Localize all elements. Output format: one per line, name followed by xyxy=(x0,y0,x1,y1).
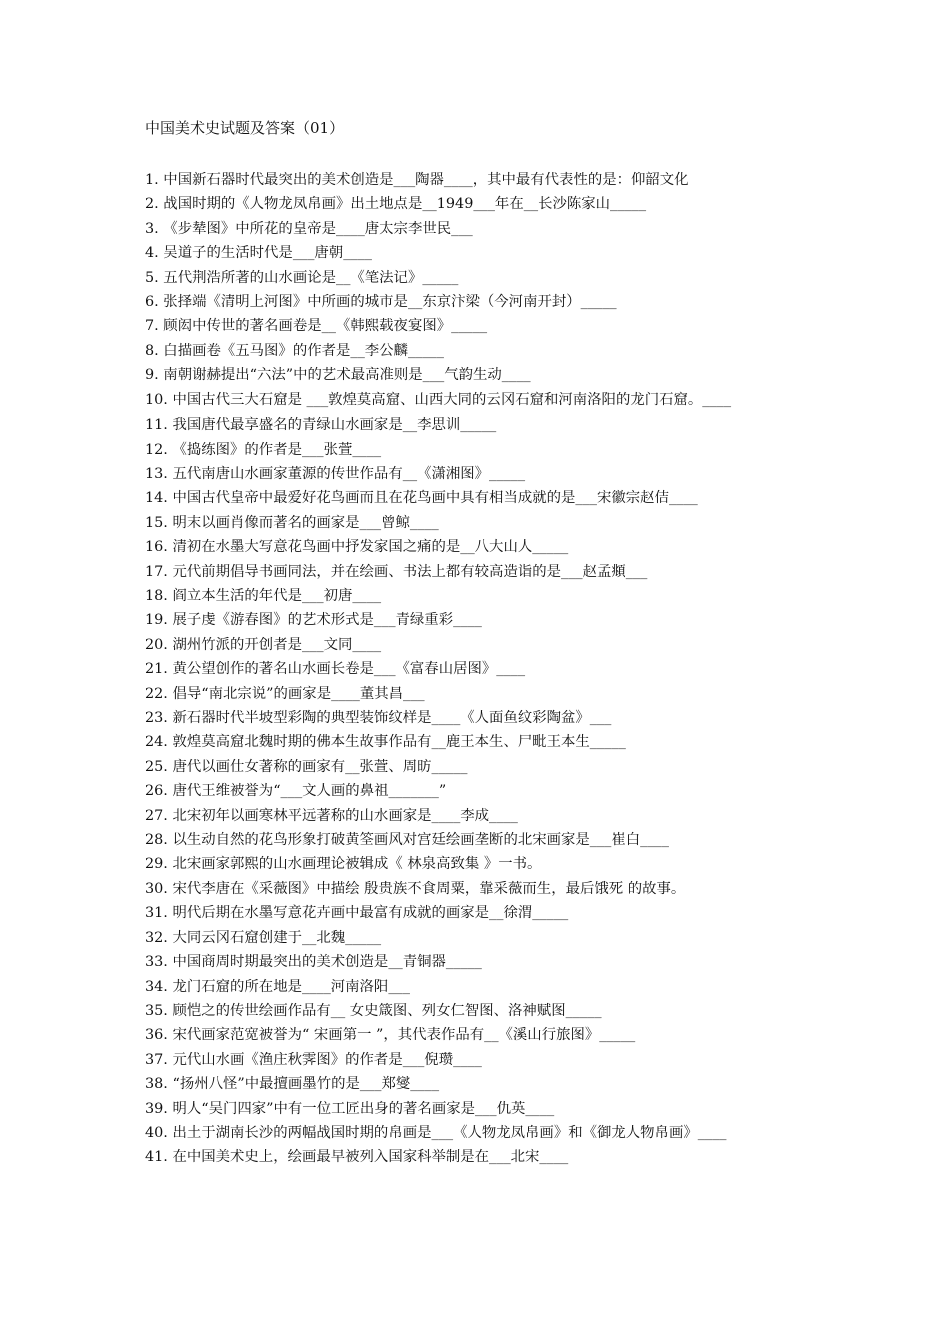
question-item: 34. 龙门石窟的所在地是____河南洛阳___ xyxy=(145,978,410,995)
question-item: 33. 中国商周时期最突出的美术创造是__青铜器_____ xyxy=(145,954,482,971)
question-item: 16. 清初在水墨大写意花鸟画中抒发家国之痛的是__八大山人_____ xyxy=(145,539,569,556)
question-item: 39. 明人“吴门四家”中有一位工匠出身的著名画家是___仇英____ xyxy=(145,1100,555,1117)
question-item: 21. 黄公望创作的著名山水画长卷是___《富春山居图》____ xyxy=(145,661,526,678)
question-item: 8. 白描画卷《五马图》的作者是__李公麟_____ xyxy=(145,342,444,359)
question-item: 30. 宋代李唐在《采薇图》中描绘 殷贵族不食周粟，靠采薇而生，最后饿死 的故事。 xyxy=(145,880,686,897)
question-item: 10. 中国古代三大石窟是 ___敦煌莫高窟、山西大同的云冈石窟和河南洛阳的龙门石窟。____ xyxy=(145,391,732,408)
question-item: 2. 战国时期的《人物龙凤帛画》出土地点是__1949___年在__长沙陈家山_____ xyxy=(145,196,647,213)
document-title: 中国美术史试题及答案（01） xyxy=(145,119,345,137)
question-item: 31. 明代后期在水墨写意花卉画中最富有成就的画家是__徐渭_____ xyxy=(145,905,569,922)
question-item: 5. 五代荆浩所著的山水画论是__《笔法记》_____ xyxy=(145,269,459,286)
question-item: 23. 新石器时代半坡型彩陶的典型装饰纹样是____《人面鱼纹彩陶盆》___ xyxy=(145,710,612,727)
question-item: 20. 湖州竹派的开创者是___文同____ xyxy=(145,636,382,653)
question-item: 24. 敦煌莫高窟北魏时期的佛本生故事作品有__鹿王本生、尸毗王本生_____ xyxy=(145,734,626,751)
question-item: 22. 倡导“南北宗说”的画家是____董其昌___ xyxy=(145,685,425,702)
question-item: 12. 《捣练图》的作者是___张萱____ xyxy=(145,441,382,458)
question-item: 18. 阎立本生活的年代是___初唐____ xyxy=(145,588,382,604)
question-item: 4. 吴道子的生活时代是___唐朝____ xyxy=(145,245,372,262)
question-item: 15. 明末以画肖像而著名的画家是___曾鲸____ xyxy=(145,514,439,531)
question-item: 14. 中国古代皇帝中最爱好花鸟画而且在花鸟画中具有相当成就的是___宋徽宗赵佶____ xyxy=(145,490,698,507)
question-item: 1. 中国新石器时代最突出的美术创造是___陶器____，其中最有代表性的是：仰韶文化 xyxy=(145,172,689,188)
question-item: 27. 北宋初年以画寒林平远著称的山水画家是____李成____ xyxy=(145,807,518,824)
question-item: 29. 北宋画家郭熙的山水画理论被辑成《 林泉高致集 》一书。 xyxy=(145,856,542,873)
question-item: 26. 唐代王维被誉为“___文人画的鼻祖_______” xyxy=(145,783,447,800)
question-item: 3. 《步辇图》中所花的皇帝是____唐太宗李世民___ xyxy=(145,220,473,237)
question-item: 38. “扬州八怪”中最擅画墨竹的是___郑燮____ xyxy=(145,1076,440,1093)
question-item: 41. 在中国美术史上，绘画最早被列入国家科举制是在___北宋____ xyxy=(145,1149,569,1166)
question-item: 40. 出土于湖南长沙的两幅战国时期的帛画是___《人物龙凤帛画》和《御龙人物帛画》____ xyxy=(145,1124,727,1141)
question-item: 7. 顾闳中传世的著名画卷是__《韩熙载夜宴图》_____ xyxy=(145,318,488,335)
question-item: 35. 顾恺之的传世绘画作品有__ 女史箴图、列女仁智图、洛神赋图_____ xyxy=(145,1002,602,1019)
question-item: 13. 五代南唐山水画家董源的传世作品有__《潇湘图》_____ xyxy=(145,465,526,482)
question-item: 37. 元代山水画《渔庄秋霁图》的作者是___倪瓒____ xyxy=(145,1051,482,1068)
question-list xyxy=(145,168,825,1170)
question-item: 25. 唐代以画仕女著称的画家有__张萱、周昉_____ xyxy=(145,758,468,775)
question-item: 17. 元代前期倡导书画同法，并在绘画、书法上都有较高造诣的是___赵孟頫___ xyxy=(145,563,648,580)
question-item: 11. 我国唐代最享盛名的青绿山水画家是__李思训_____ xyxy=(145,417,497,434)
question-item: 9. 南朝谢赫提出“六法”中的艺术最高准则是___气韵生动____ xyxy=(145,367,531,384)
question-item: 6. 张择端《清明上河图》中所画的城市是__东京汴梁（今河南开封）_____ xyxy=(145,294,617,311)
question-item: 32. 大同云冈石窟创建于__北魏_____ xyxy=(145,929,382,946)
question-item: 28. 以生动自然的花鸟形象打破黄筌画风对宫廷绘画垄断的北宋画家是___崔白____ xyxy=(145,832,669,849)
question-item: 19. 展子虔《游春图》的艺术形式是___青绿重彩____ xyxy=(145,612,482,629)
question-item: 36. 宋代画家范宽被誉为“ 宋画第一 ”，其代表作品有__《溪山行旅图》_____ xyxy=(145,1027,636,1044)
